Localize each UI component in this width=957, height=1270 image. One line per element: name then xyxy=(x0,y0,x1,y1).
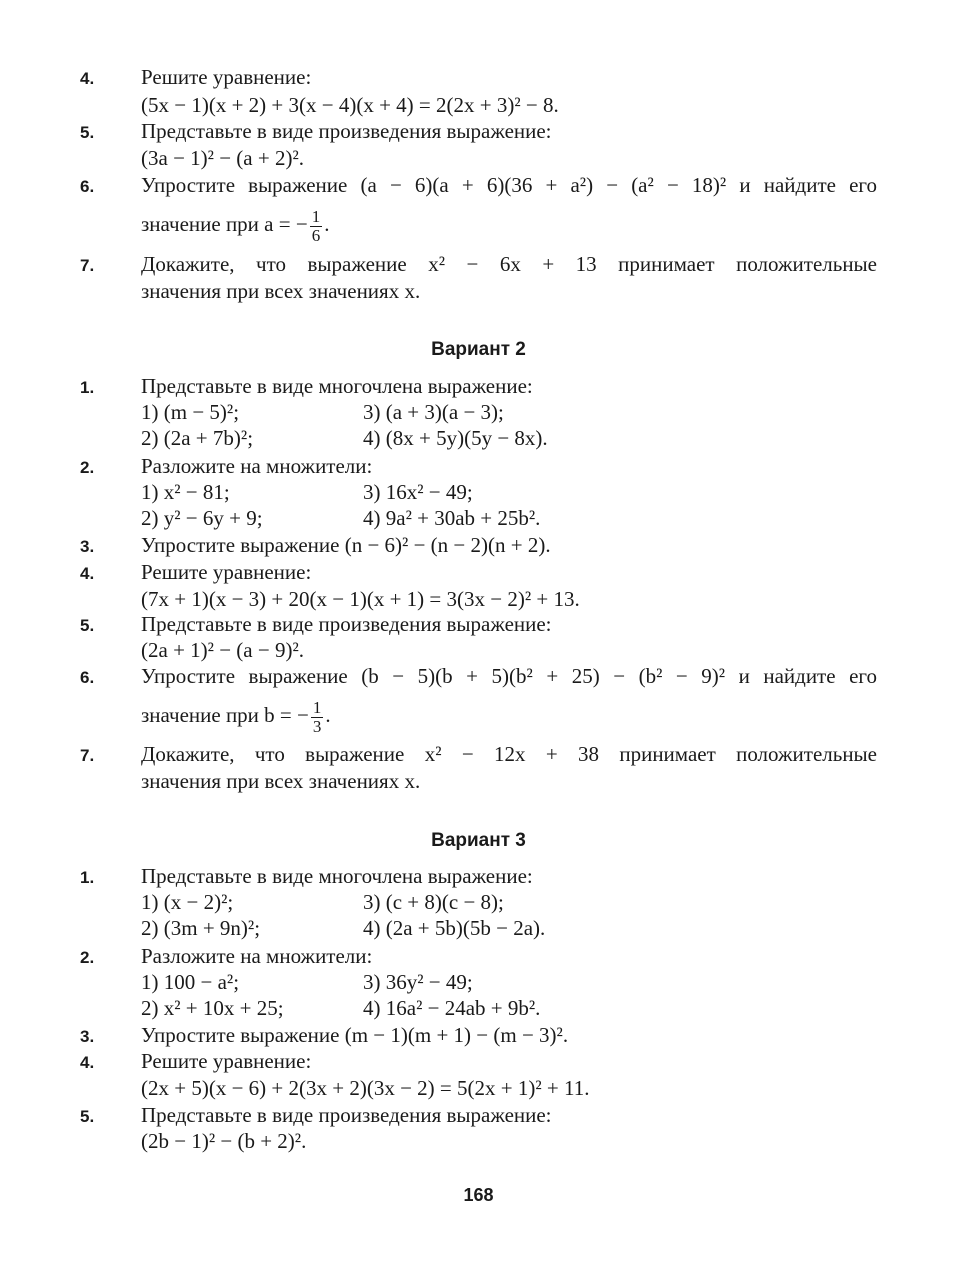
problem-text: Представьте в виде произведения выражение: xyxy=(141,1103,552,1127)
item-2: 2) (3m + 9n)²; xyxy=(141,916,261,940)
fraction xyxy=(310,208,323,245)
problem-text: Представьте в виде произведения выражение: xyxy=(141,612,552,636)
problem-text-cont xyxy=(141,695,331,736)
fraction-numerator: 1 xyxy=(312,697,322,717)
problem-text-cont: значения при всех значениях x. xyxy=(141,769,421,793)
item-3: 3) (a + 3)(a − 3); xyxy=(363,400,504,424)
problem-text: Докажите, что выражение x² − 12x + 38 принимает положительные xyxy=(141,742,877,766)
problem-number: 7. xyxy=(80,746,95,765)
punctuation: . xyxy=(324,212,330,236)
item-3: 3) 36y² − 49; xyxy=(363,970,473,994)
item-3: 3) (c + 8)(c − 8); xyxy=(363,890,504,914)
problem-number: 3. xyxy=(80,537,95,556)
problem-text: Решите уравнение: xyxy=(141,560,312,584)
problem-number: 4. xyxy=(80,69,95,88)
problem-number: 6. xyxy=(80,177,95,196)
problem-text: Представьте в виде многочлена выражение: xyxy=(141,374,533,398)
problem-number: 2. xyxy=(80,458,95,477)
fraction-denominator: 3 xyxy=(312,716,322,736)
equation: (7x + 1)(x − 3) + 20(x − 1)(x + 1) = 3(3x − 2)² + 13. xyxy=(141,587,580,611)
problem-text: Упростите выражение (a − 6)(a + 6)(36 + a²) − (a² − 18)² и найдите его xyxy=(141,173,877,197)
problem-number: 7. xyxy=(80,256,95,275)
variant-3-heading: Вариант 3 xyxy=(431,830,526,851)
problem-number: 4. xyxy=(80,1053,95,1072)
problem-text: Представьте в виде произведения выражение: xyxy=(141,119,552,143)
problem-number: 5. xyxy=(80,123,95,142)
item-4: 4) 9a² + 30ab + 25b². xyxy=(363,506,541,530)
problem-text-cont: значения при всех значениях x. xyxy=(141,279,421,303)
equation: (2x + 5)(x − 6) + 2(3x + 2)(3x − 2) = 5(2x + 1)² + 11. xyxy=(141,1076,590,1100)
problem-number: 5. xyxy=(80,616,95,635)
item-2: 2) y² − 6y + 9; xyxy=(141,506,263,530)
problem-number: 1. xyxy=(80,378,95,397)
value-label: значение при b = − xyxy=(141,703,309,727)
problem-number: 2. xyxy=(80,948,95,967)
expression: (2a + 1)² − (a − 9)². xyxy=(141,638,304,662)
problem-number: 4. xyxy=(80,564,95,583)
item-3: 3) 16x² − 49; xyxy=(363,480,473,504)
variant-2-heading: Вариант 2 xyxy=(431,339,526,360)
item-1: 1) 100 − a²; xyxy=(141,970,240,994)
problem-text: Докажите, что выражение x² − 6x + 13 принимает положительные xyxy=(141,252,877,276)
value-label: значение при a = − xyxy=(141,212,308,236)
problem-text: Упростите выражение (b − 5)(b + 5)(b² + 25) − (b² − 9)² и найдите его xyxy=(141,664,877,688)
problem-text: Решите уравнение: xyxy=(141,65,312,89)
punctuation: . xyxy=(325,703,331,727)
item-4: 4) 16a² − 24ab + 9b². xyxy=(363,996,541,1020)
item-1: 1) (m − 5)²; xyxy=(141,400,240,424)
item-1: 1) x² − 81; xyxy=(141,480,230,504)
item-2: 2) x² + 10x + 25; xyxy=(141,996,284,1020)
item-4: 4) (2a + 5b)(5b − 2a). xyxy=(363,916,546,940)
problem-number: 5. xyxy=(80,1107,95,1126)
item-4: 4) (8x + 5y)(5y − 8x). xyxy=(363,426,548,450)
equation: (5x − 1)(x + 2) + 3(x − 4)(x + 4) = 2(2x + 3)² − 8. xyxy=(141,93,559,117)
problem-text: Упростите выражение (m − 1)(m + 1) − (m − 3)². xyxy=(141,1023,569,1047)
expression: (3a − 1)² − (a + 2)². xyxy=(141,146,304,170)
expression: (2b − 1)² − (b + 2)². xyxy=(141,1129,307,1153)
problem-text: Разложите на множители: xyxy=(141,454,373,478)
fraction-numerator: 1 xyxy=(311,206,321,226)
problem-text: Представьте в виде многочлена выражение: xyxy=(141,864,533,888)
problem-number: 3. xyxy=(80,1027,95,1046)
item-1: 1) (x − 2)²; xyxy=(141,890,234,914)
problem-text: Решите уравнение: xyxy=(141,1049,312,1073)
problem-text-cont xyxy=(141,204,329,245)
problem-text: Упростите выражение (n − 6)² − (n − 2)(n + 2). xyxy=(141,533,551,557)
fraction-denominator: 6 xyxy=(311,225,321,245)
problem-number: 6. xyxy=(80,668,95,687)
item-2: 2) (2a + 7b)²; xyxy=(141,426,254,450)
page-number: 168 xyxy=(463,1185,494,1205)
problem-number: 1. xyxy=(80,868,95,887)
fraction xyxy=(311,699,324,736)
problem-text: Разложите на множители: xyxy=(141,944,373,968)
